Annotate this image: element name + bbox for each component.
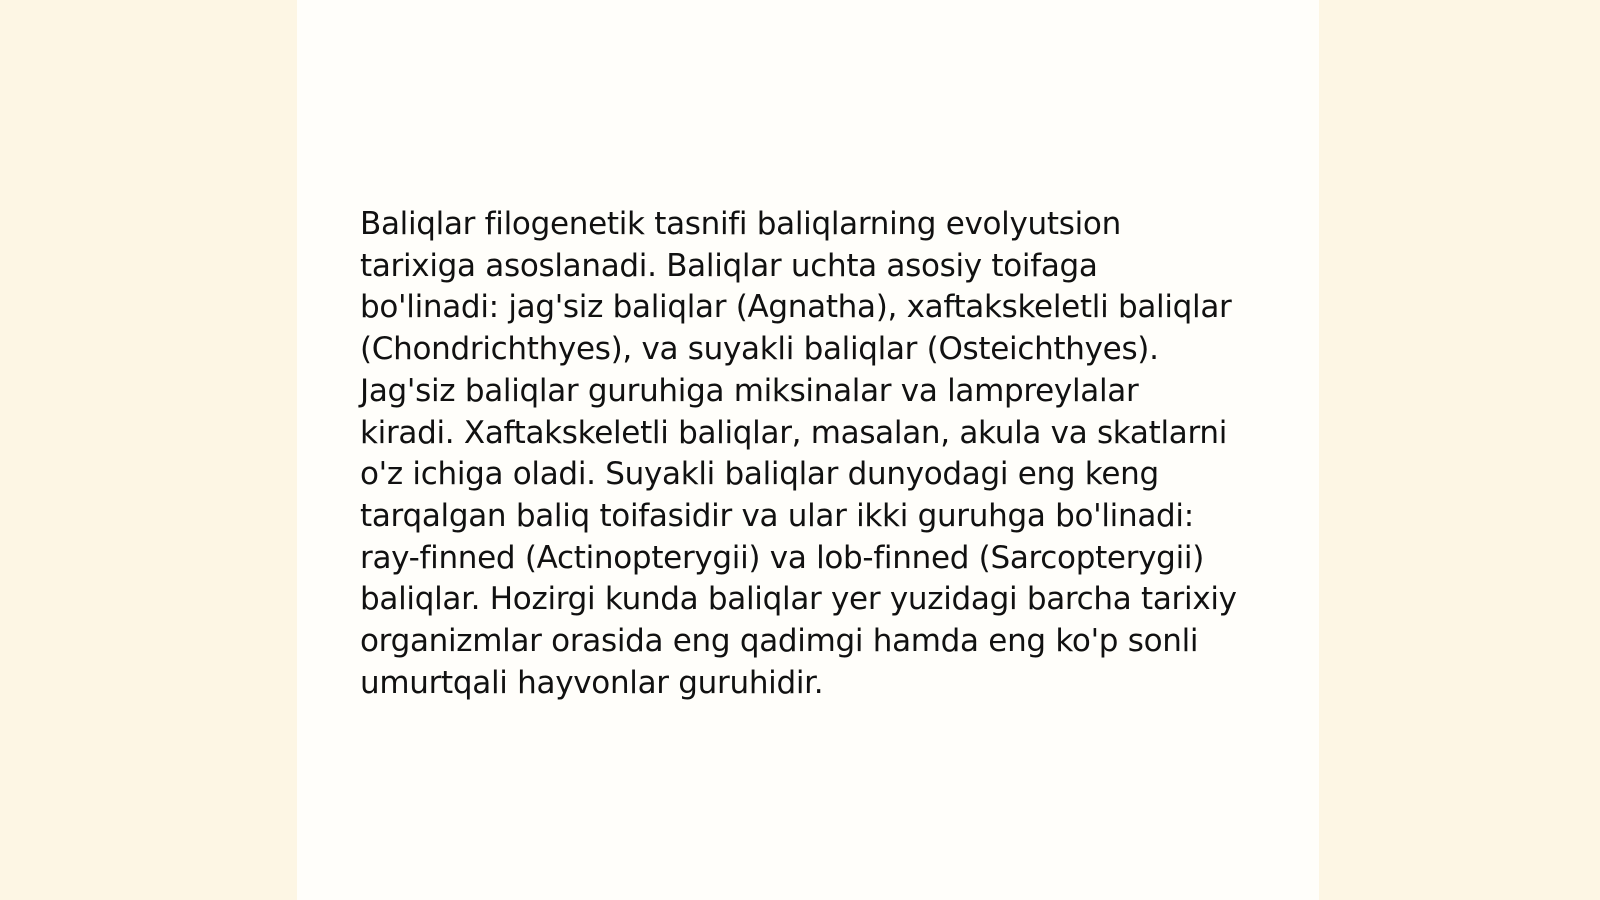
slide-body-text: Baliqlar filogenetik tasnifi baliqlarning evolyutsion tarixiga asoslanadi. Baliqlar uchta asosiy toifaga bo'linadi: jag'siz baliqlar (Agnatha), xaftakskeletli baliqlar (Chondrichthyes), va suyakli baliqlar (Osteichthyes). Jag'siz baliqlar guruhiga miksinalar va lampreylalar kiradi. Xaftakskeletli baliqlar, masalan, akula va skatlarni o'z ichiga oladi. Suyakli baliqlar dunyodagi eng keng tarqalgan baliq toifasidir va ular ikki guruhga bo'linadi: ray-finned (Actinopterygii) va lob-finned (Sarcopterygii) baliqlar. Hozirgi kunda baliqlar yer yuzidagi barcha tarixiy organizmlar orasida eng qadimgi hamda eng ko'p sonli umurtqali hayvonlar guruhidir. <box>360 206 1237 701</box>
slide <box>297 0 1319 900</box>
